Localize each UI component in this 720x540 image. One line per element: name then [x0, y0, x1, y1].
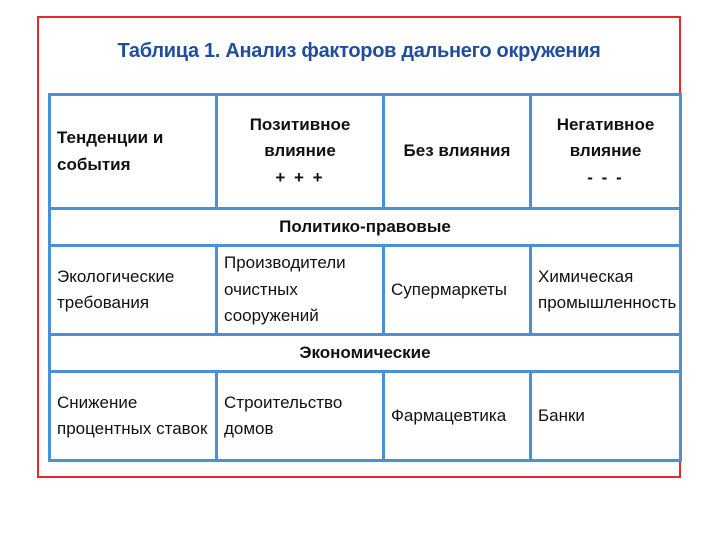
table-cell: Снижение процентных ставок: [50, 372, 217, 461]
table-cell: Химическая промышленность: [531, 246, 681, 335]
header-positive: [217, 95, 384, 209]
table-cell: Экологические требования: [50, 246, 217, 335]
header-trends: [50, 95, 217, 209]
header-trends-label: Тенденции и события: [57, 128, 164, 174]
section-title: Экономические: [50, 335, 681, 372]
table-cell: Строительство домов: [217, 372, 384, 461]
positive-symbol: + + +: [275, 167, 325, 187]
header-row: [50, 95, 681, 209]
table-row: [50, 246, 681, 335]
table-cell: Фармацевтика: [384, 372, 531, 461]
table-title: Таблица 1. Анализ факторов дальнего окружения: [117, 40, 601, 62]
table-cell: Банки: [531, 372, 681, 461]
header-neutral: [384, 95, 531, 209]
header-neutral-label: Без влияния: [403, 141, 511, 161]
table-row: [50, 372, 681, 461]
header-positive-label: Позитивное влияние: [249, 114, 351, 161]
header-negative-label: Негативное влияние: [556, 114, 655, 161]
negative-symbol: - - -: [587, 167, 624, 187]
section-row-economic: [50, 335, 681, 372]
table-cell: Производители очистных сооружений: [217, 246, 384, 335]
table-cell: Супермаркеты: [384, 246, 531, 335]
header-negative: [531, 95, 681, 209]
factors-table: [48, 93, 682, 462]
section-row-political: [50, 209, 681, 246]
section-title: Политико-правовые: [50, 209, 681, 246]
